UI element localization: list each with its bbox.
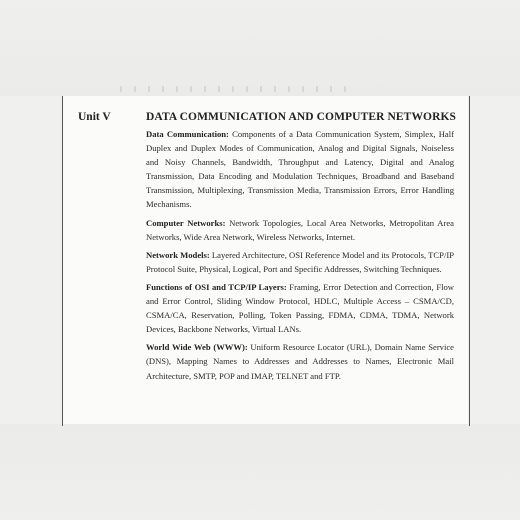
background-bottom: [0, 424, 520, 520]
section-world-wide-web: [146, 340, 454, 382]
section-network-models: [146, 248, 454, 276]
section-osi-tcpip-functions: [146, 280, 454, 336]
faded-text-remnant: [120, 86, 350, 92]
section-text: Network Topologies, Local Area Networks, Metropolitan Area Networks, Wide Area Network, Wireless Networks, Internet.: [146, 217, 454, 242]
unit-title: DATA COMMUNICATION AND COMPUTER NETWORKS: [146, 111, 457, 123]
section-computer-networks: [146, 216, 454, 244]
table-right-border: [469, 96, 470, 426]
table-left-border: [62, 96, 63, 426]
unit-label: Unit V: [78, 111, 111, 123]
section-heading: Network Models:: [146, 249, 210, 260]
section-data-communication: [146, 127, 454, 212]
section-text: Layered Architecture, OSI Reference Model and its Protocols, TCP/IP Protocol Suite, Physical, Logical, Port and Specific Addresses, Switching Techniques.: [146, 249, 454, 274]
unit-content: [146, 111, 457, 387]
section-text: Uniform Resource Locator (URL), Domain Name Service (DNS), Mapping Names to Addresses and Addresses to Names, Electronic Mail Architecture, SMTP, POP and IMAP, TELNET and FTP.: [146, 342, 454, 381]
section-text: Components of a Data Communication System, Simplex, Half Duplex and Duplex Modes of Communication, Analog and Digital Signals, Noiseless and Noisy Channels, Bandwidth, Throughput and Latency, Digital and Analog Transmission, Data Encoding and Modulation Techniques, Broadband and Baseband Transmission, Multiplexing, Transmission Media, Transmission Errors, Error Handling Mechanisms.: [146, 129, 454, 210]
section-heading: Functions of OSI and TCP/IP Layers:: [146, 281, 287, 292]
section-heading: World Wide Web (WWW):: [146, 342, 248, 353]
background-top: [0, 0, 520, 96]
section-heading: Computer Networks:: [146, 217, 226, 228]
section-text: Framing, Error Detection and Correction, Flow and Error Control, Sliding Window Protocol, HDLC, Multiple Access – CSMA/CD, CSMA/CA, Reservation, Polling, Token Passing, FDMA, CDMA, TDMA, Network Devices, Backbone Networks, Virtual LANs.: [146, 281, 454, 335]
section-heading: Data Communication:: [146, 129, 229, 139]
